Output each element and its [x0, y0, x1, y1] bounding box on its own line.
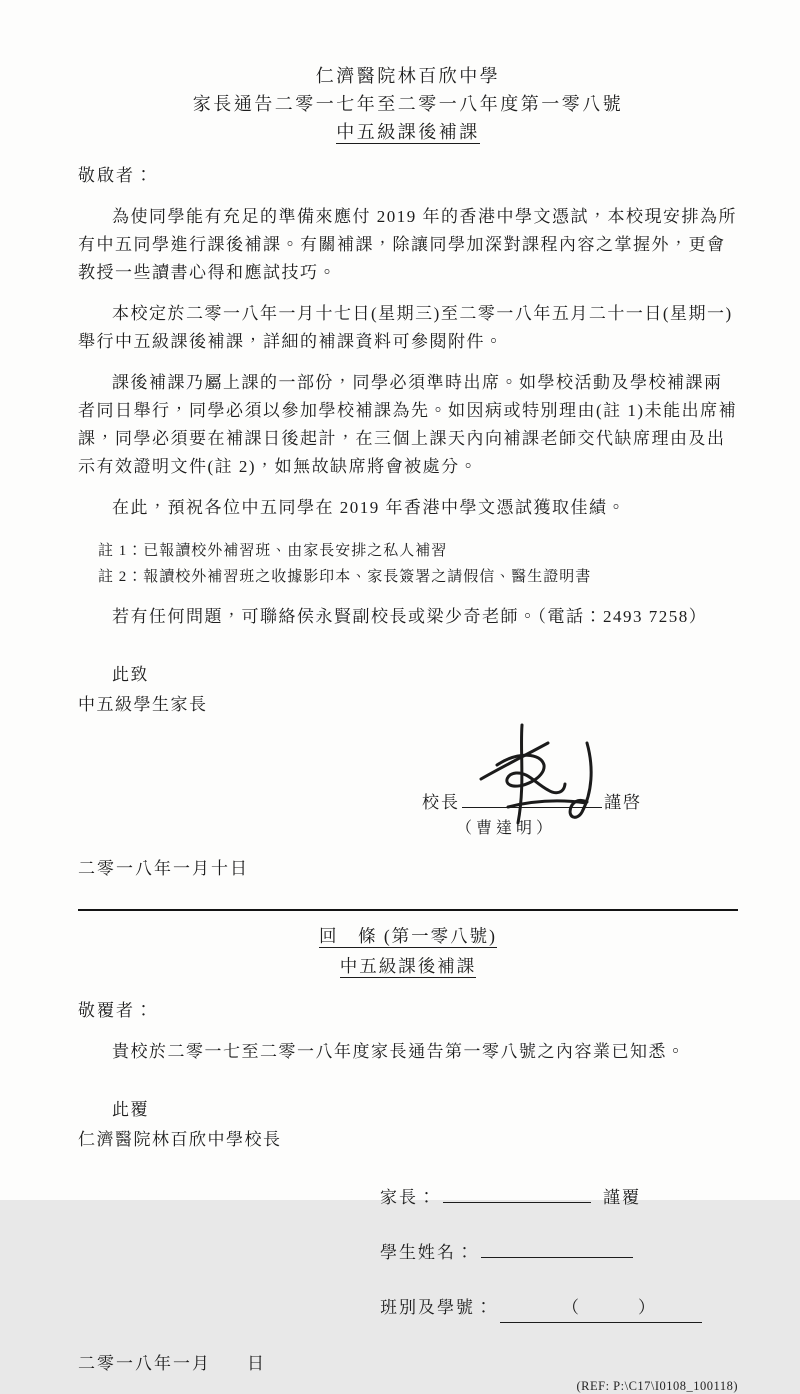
reply-slip-header [78, 921, 738, 981]
reply-closing: 此覆 [112, 1100, 149, 1119]
body-paragraph-3: 課後補課乃屬上課的一部份，同學必須準時出席。如學校活動及學校補課兩者同日舉行，同學必須以參加學校補課為先。如因病或特別理由(註 1)未能出席補課，同學必須要在補課日後起計，在三個上課天內向補課老師交代缺席理由及出示有效證明文件(註 2)，如無故缺席將會被處分。 [78, 373, 738, 476]
note-item-1: 註 1：已報讀校外補習班、由家長安排之私人補習 [98, 543, 448, 559]
body-paragraph-4: 在此，預祝各位中五同學在 2019 年香港中學文憑試獲取佳績。 [112, 498, 626, 517]
student-name-line [481, 1239, 633, 1258]
reply-salutation: 敬覆者： [78, 1001, 154, 1020]
letter-subject: 中五級課後補課 [336, 122, 480, 142]
student-name-row [380, 1239, 738, 1267]
reply-form [380, 1184, 738, 1323]
reply-slip-title: 回 條 (第一零八號) [318, 926, 498, 946]
reply-day-label: 日 [247, 1354, 266, 1373]
principal-name: （曹達明） [456, 820, 557, 837]
signature-row [422, 789, 642, 817]
notice-title: 家長通告二零一七年至二零一八年度第一零八號 [192, 94, 624, 114]
parent-field-row [380, 1184, 738, 1212]
parent-label: 家長： [380, 1188, 437, 1207]
class-number-label: 班別及學號： [380, 1298, 494, 1317]
class-number-row [380, 1294, 738, 1323]
class-number-line: （ ） [500, 1294, 702, 1323]
reply-date-text: 二零一八年一月 [78, 1354, 211, 1373]
ref-number: (REF: P:\C17\I0108_100118) [576, 1379, 738, 1393]
parent-signature-line [443, 1184, 591, 1203]
principal-label: 校長 [422, 793, 460, 812]
signature-block [78, 723, 738, 845]
student-name-label: 學生姓名： [380, 1243, 475, 1262]
body-paragraph-2: 本校定於二零一八年一月十七日(星期三)至二零一八年五月二十一日(星期一)舉行中五級課後補課，詳細的補課資料可參閱附件。 [78, 304, 733, 351]
closing-recipient: 中五級學生家長 [78, 695, 208, 714]
reply-footer [78, 1350, 738, 1393]
reply-body: 貴校於二零一七至二零一八年度家長通告第一零八號之內容業已知悉。 [112, 1042, 686, 1061]
notes-list [98, 538, 738, 590]
contact-line: 若有任何問題，可聯絡侯永賢副校長或梁少奇老師。（電話：2493 7258） [112, 607, 708, 626]
reply-addressee: 仁濟醫院林百欣中學校長 [78, 1130, 282, 1149]
sign-off-label: 謹啓 [604, 793, 642, 812]
school-name: 仁濟醫院林百欣中學 [315, 66, 501, 86]
letter-header [78, 62, 738, 146]
section-divider [78, 909, 738, 911]
reply-date [78, 1350, 266, 1378]
signature-line [462, 790, 602, 808]
reply-slip-subject: 中五級課後補課 [339, 956, 477, 976]
parent-signoff-label: 謹覆 [603, 1188, 641, 1207]
letter-salutation: 敬啟者： [78, 166, 154, 185]
closing-to: 此致 [112, 665, 149, 684]
letter-date: 二零一八年一月十日 [78, 859, 249, 878]
note-item-2: 註 2：報讀校外補習班之收據影印本、家長簽署之請假信、醫生證明書 [98, 569, 592, 585]
body-paragraph-1: 為使同學能有充足的準備來應付 2019 年的香港中學文憑試，本校現安排為所有中五同學進行課後補課。有關補課，除讓同學加深對課程內容之掌握外，更會教授一些讀書心得和應試技巧。 [78, 207, 737, 282]
